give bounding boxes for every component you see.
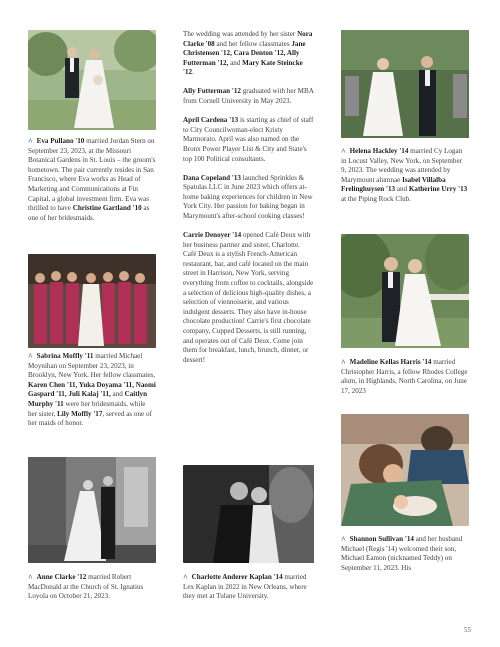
caret-up-icon: ^ xyxy=(28,573,33,582)
caret-up-icon: ^ xyxy=(341,535,346,544)
photo-eva-pullano-wedding xyxy=(28,30,156,130)
photo-anne-clarke-church xyxy=(28,457,156,563)
alumna-name: Helena Hackley '14 xyxy=(349,147,409,155)
entry-dana-copeland: Dana Copeland '13 launched Sprinkles & Spatulas LLC in June 2023 which offers at-home baking experiences for children in New York City. Her passion for baking began in Marymount's after-school cooking classes! xyxy=(183,173,313,220)
alumna-name: Shannon Sullivan '14 xyxy=(349,535,414,543)
alumna-name: Anne Clarke '12 xyxy=(36,573,87,581)
photo-madeline-kellas-harris-wedding xyxy=(341,234,469,348)
photo-helena-hackley-wedding xyxy=(341,30,469,138)
entry-carrie-denoyer: Carrie Denoyer '14 opened Café Deux with her business partner and sister, Charlotte. Café Deux is a stylish French-American restaurant, bar, and café located on the main street in Harrison, New York, serving everything from coffee to cocktails, alongside a selection of delicious high-quality dishes, a selection of viennoiserie, and various indulgent desserts. They also have in-house chocolate production! Carrie's first chocolate company, Cupped Desserts, is still running, and operates out of Café Deux. Come join them for breakfast, lunch, brunch, dinner, or dessert! xyxy=(183,231,314,364)
photo-shannon-sullivan-family xyxy=(341,414,469,526)
caret-up-icon: ^ xyxy=(183,573,188,582)
alumna-name: Sabrina Moffly '11 xyxy=(36,352,94,360)
entry-sabrina-moffly: ^ Sabrina Moffly '11 married Michael Moynihan on September 23, 2023, in Brooklyn, New York. Her fellow classmates, Karen Chen '11, Yuka Doyama '11, Naomi Gaspard '11, Juli Kalaj '11, and Caitlyn Murphy '11 were her bridesmaids, while her sister, Lily Moffly '17, served as one of her maids of honor. xyxy=(28,352,156,428)
photo-charlotte-anderer-kaplan-wedding xyxy=(183,465,314,563)
alumna-name: Charlotte Anderer Kaplan '14 xyxy=(191,573,283,581)
entry-clarke-wedding-guests: The wedding was attended by her sister Nora Clarke '08 and her fellow classmates Jane Christensen '12, Cara Denton '12, Ally Futterman '12, and Mary Kate Steincke '12. xyxy=(183,30,313,77)
column-middle-text xyxy=(183,30,314,375)
caret-up-icon: ^ xyxy=(341,147,346,156)
entry-madeline-kellas-harris: ^ Madeline Kellas Harris '14 married Christopher Harris, a fellow Rhodes College alum, in Highlands, North Carolina, on June 17, 2023 xyxy=(341,358,468,395)
entry-helena-hackley: ^ Helena Hackley '14 married Cy Logan in Locust Valley, New York, on September 9, 2023. The wedding was attended by Marymount alumnae Isabel Villalba Frelinghuysen '13 and Katherine Urry '13 at the Piping Rock Club. xyxy=(341,147,468,203)
entry-shannon-sullivan: ^ Shannon Sullivan '14 and her husband Michael (Regis '14) welcomed their son, Michael Eamon (nicknamed Teddy) on September 11, 2023. His xyxy=(341,535,463,572)
caret-up-icon: ^ xyxy=(28,352,33,361)
entry-anne-clarke: ^ Anne Clarke '12 married Robert MacDonald at the Church of St. Ignatius Loyola on October 21, 2023. xyxy=(28,573,144,601)
alumna-name: Madeline Kellas Harris '14 xyxy=(349,358,432,366)
entry-eva-pullano: ^ Eva Pullano '10 married Jordan Stern on September 23, 2023, at the Missouri Botanical Gardens in St. Louis – the groom's hometown. The pair currently resides in San Francisco, where Eva works as Head of Marketing and Communications at Fin Capital, a global investment firm. Eva was thrilled to have Christine Gartland '10 as one of her bridesmaids. xyxy=(28,137,156,222)
entry-ally-futterman: Ally Futterman '12 graduated with her MBA from Cornell University in May 2023. xyxy=(183,87,314,106)
photo-sabrina-moffly-bridesmaids xyxy=(28,254,156,348)
entry-charlotte-anderer-kaplan: ^ Charlotte Anderer Kaplan '14 married Lex Kaplan in 2022 in New Orleans, where they met at Tulane University. xyxy=(183,573,307,601)
caret-up-icon: ^ xyxy=(28,137,33,146)
page-number: 55 xyxy=(464,626,471,634)
caret-up-icon: ^ xyxy=(341,358,346,367)
entry-april-cardena: April Cardena '13 is starting as chief of staff to City Councilwoman-elect Kristy Marmorato. April was also named on the Bronx Power Player List & City and State's top 100 Political consultants. xyxy=(183,116,314,163)
alumna-name: Eva Pullano '10 xyxy=(36,137,85,145)
